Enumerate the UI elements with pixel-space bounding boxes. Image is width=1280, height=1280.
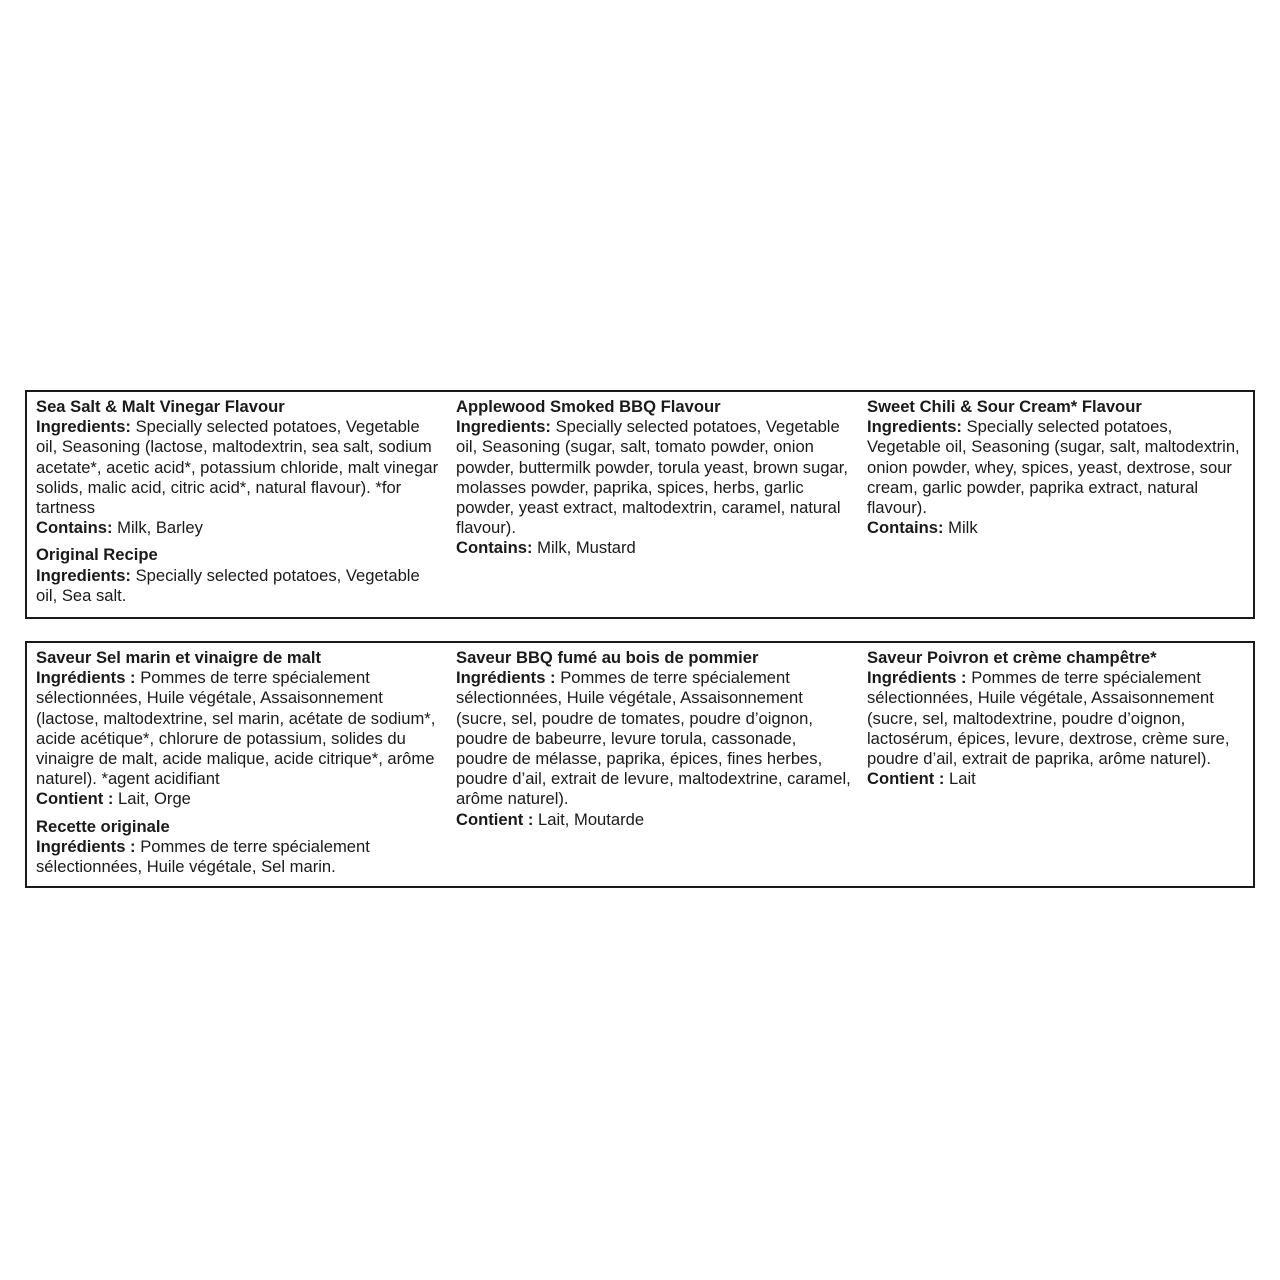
ingredients-text	[867, 668, 1247, 769]
contains-text	[456, 810, 851, 830]
flavour-title: Saveur Poivron et crème champêtre*	[867, 648, 1157, 667]
ingredients-text	[456, 417, 851, 538]
contains-text	[867, 769, 1247, 789]
ingredients-list: Specially selected potatoes, Vegetable oil, Sea salt.	[36, 565, 420, 605]
ingredients-label: Ingrédients :	[456, 668, 556, 688]
english-ingredients-panel	[25, 390, 1255, 619]
ingredients-label: Ingredients:	[36, 417, 131, 437]
flavour-title: Sea Salt & Malt Vinegar Flavour	[36, 397, 285, 416]
flavour-title: Saveur BBQ fumé au bois de pommier	[456, 648, 759, 667]
allergens-list: Lait, Moutarde	[533, 809, 645, 829]
ingredients-label: Ingredients:	[36, 565, 131, 585]
ingredients-list: Specially selected potatoes, Vegetable oil, Seasoning (sugar, salt, tomato powder, onion powder, buttermilk powder, torula yeast, brown sugar, molasses powder, paprika, spices, herbs, garlic powder, yeast extract, maltodextrin, caramel, natural flavour).	[456, 417, 849, 538]
applewood-bbq-column	[456, 397, 851, 559]
french-ingredients-panel	[25, 641, 1255, 888]
original-recipe-title: Original Recipe	[36, 545, 158, 565]
sweet-chili-sour-cream-column	[867, 397, 1247, 538]
allergens-list: Lait	[944, 769, 976, 789]
ingredients-text	[456, 668, 851, 809]
allergens-list: Lait, Orge	[113, 789, 191, 809]
ingredients-list: Pommes de terre spécialement sélectionnées, Huile végétale, Assaisonnement (lactose, maltodextrine, sel marin, acétate de sodium*, acide acétique*, chlorure de potassium, solides du vinaigre de malt, acide malique, acide citrique*, arôme naturel). *agent acidifiant	[36, 668, 436, 789]
contains-text	[456, 538, 851, 558]
sea-salt-malt-vinegar-column	[36, 397, 441, 606]
contains-text	[867, 518, 1247, 538]
ingredients-label: Ingredients:	[867, 417, 962, 437]
flavour-title: Saveur Sel marin et vinaigre de malt	[36, 648, 321, 667]
contains-label: Contient :	[36, 789, 114, 809]
contains-label: Contains:	[456, 538, 533, 558]
ingredients-text	[36, 417, 441, 518]
allergens-list: Milk	[943, 518, 978, 538]
ingredients-list: Specially selected potatoes, Vegetable oil, Seasoning (lactose, maltodextrin, sea salt, sodium acetate*, acetic acid*, potassium chloride, malt vinegar solids, malic acid, citric acid*, natural flavour). *for tartness	[36, 417, 439, 518]
ingredients-text	[867, 417, 1247, 518]
contains-label: Contient :	[456, 809, 534, 829]
ingredients-list: Pommes de terre spécialement sélectionnées, Huile végétale, Assaisonnement (sucre, sel, poudre de tomates, poudre d’oignon, poudre de babeurre, levure torula, cassonade, poudre de mélasse, paprika, épices, fines herbes, poudre d’ail, extrait de levure, maltodextrine, caramel, arôme naturel).	[456, 668, 851, 809]
ingredients-text	[36, 668, 441, 789]
contains-label: Contains:	[867, 518, 944, 538]
ingredients-label: Ingrédients :	[36, 836, 136, 856]
recette-originale-ingredients	[36, 837, 441, 877]
allergens-list: Milk, Barley	[112, 518, 203, 538]
recette-originale-title: Recette originale	[36, 816, 170, 836]
contains-text	[36, 789, 441, 809]
flavour-title: Applewood Smoked BBQ Flavour	[456, 397, 721, 416]
ingredients-label: Ingredients:	[456, 417, 551, 437]
flavour-title: Sweet Chili & Sour Cream* Flavour	[867, 397, 1142, 416]
contains-label: Contains:	[36, 518, 113, 538]
original-recipe-ingredients	[36, 566, 441, 606]
ingredients-list: Pommes de terre spécialement sélectionnées, Huile végétale, Sel marin.	[36, 836, 370, 877]
ingredients-label: Ingrédients :	[867, 668, 967, 688]
contains-label: Contient :	[867, 769, 945, 789]
ingredients-list: Pommes de terre spécialement sélectionnées, Huile végétale, Assaisonnement (sucre, sel, maltodextrine, poudre d’oignon, lactosérum, épices, levure, dextrose, crème sure, poudre d’ail, extrait de paprika, arôme naturel).	[867, 668, 1230, 769]
allergens-list: Milk, Mustard	[532, 538, 636, 558]
contains-text	[36, 518, 441, 538]
sel-marin-vinaigre-column	[36, 648, 441, 877]
ingredients-label: Ingrédients :	[36, 668, 136, 688]
ingredients-list: Specially selected potatoes, Vegetable oil, Seasoning (sugar, salt, maltodextrin, onion powder, whey, spices, yeast, dextrose, sour cream, garlic powder, paprika extract, natural flavour).	[867, 417, 1240, 518]
bbq-fume-column	[456, 648, 851, 830]
poivron-creme-column	[867, 648, 1247, 789]
